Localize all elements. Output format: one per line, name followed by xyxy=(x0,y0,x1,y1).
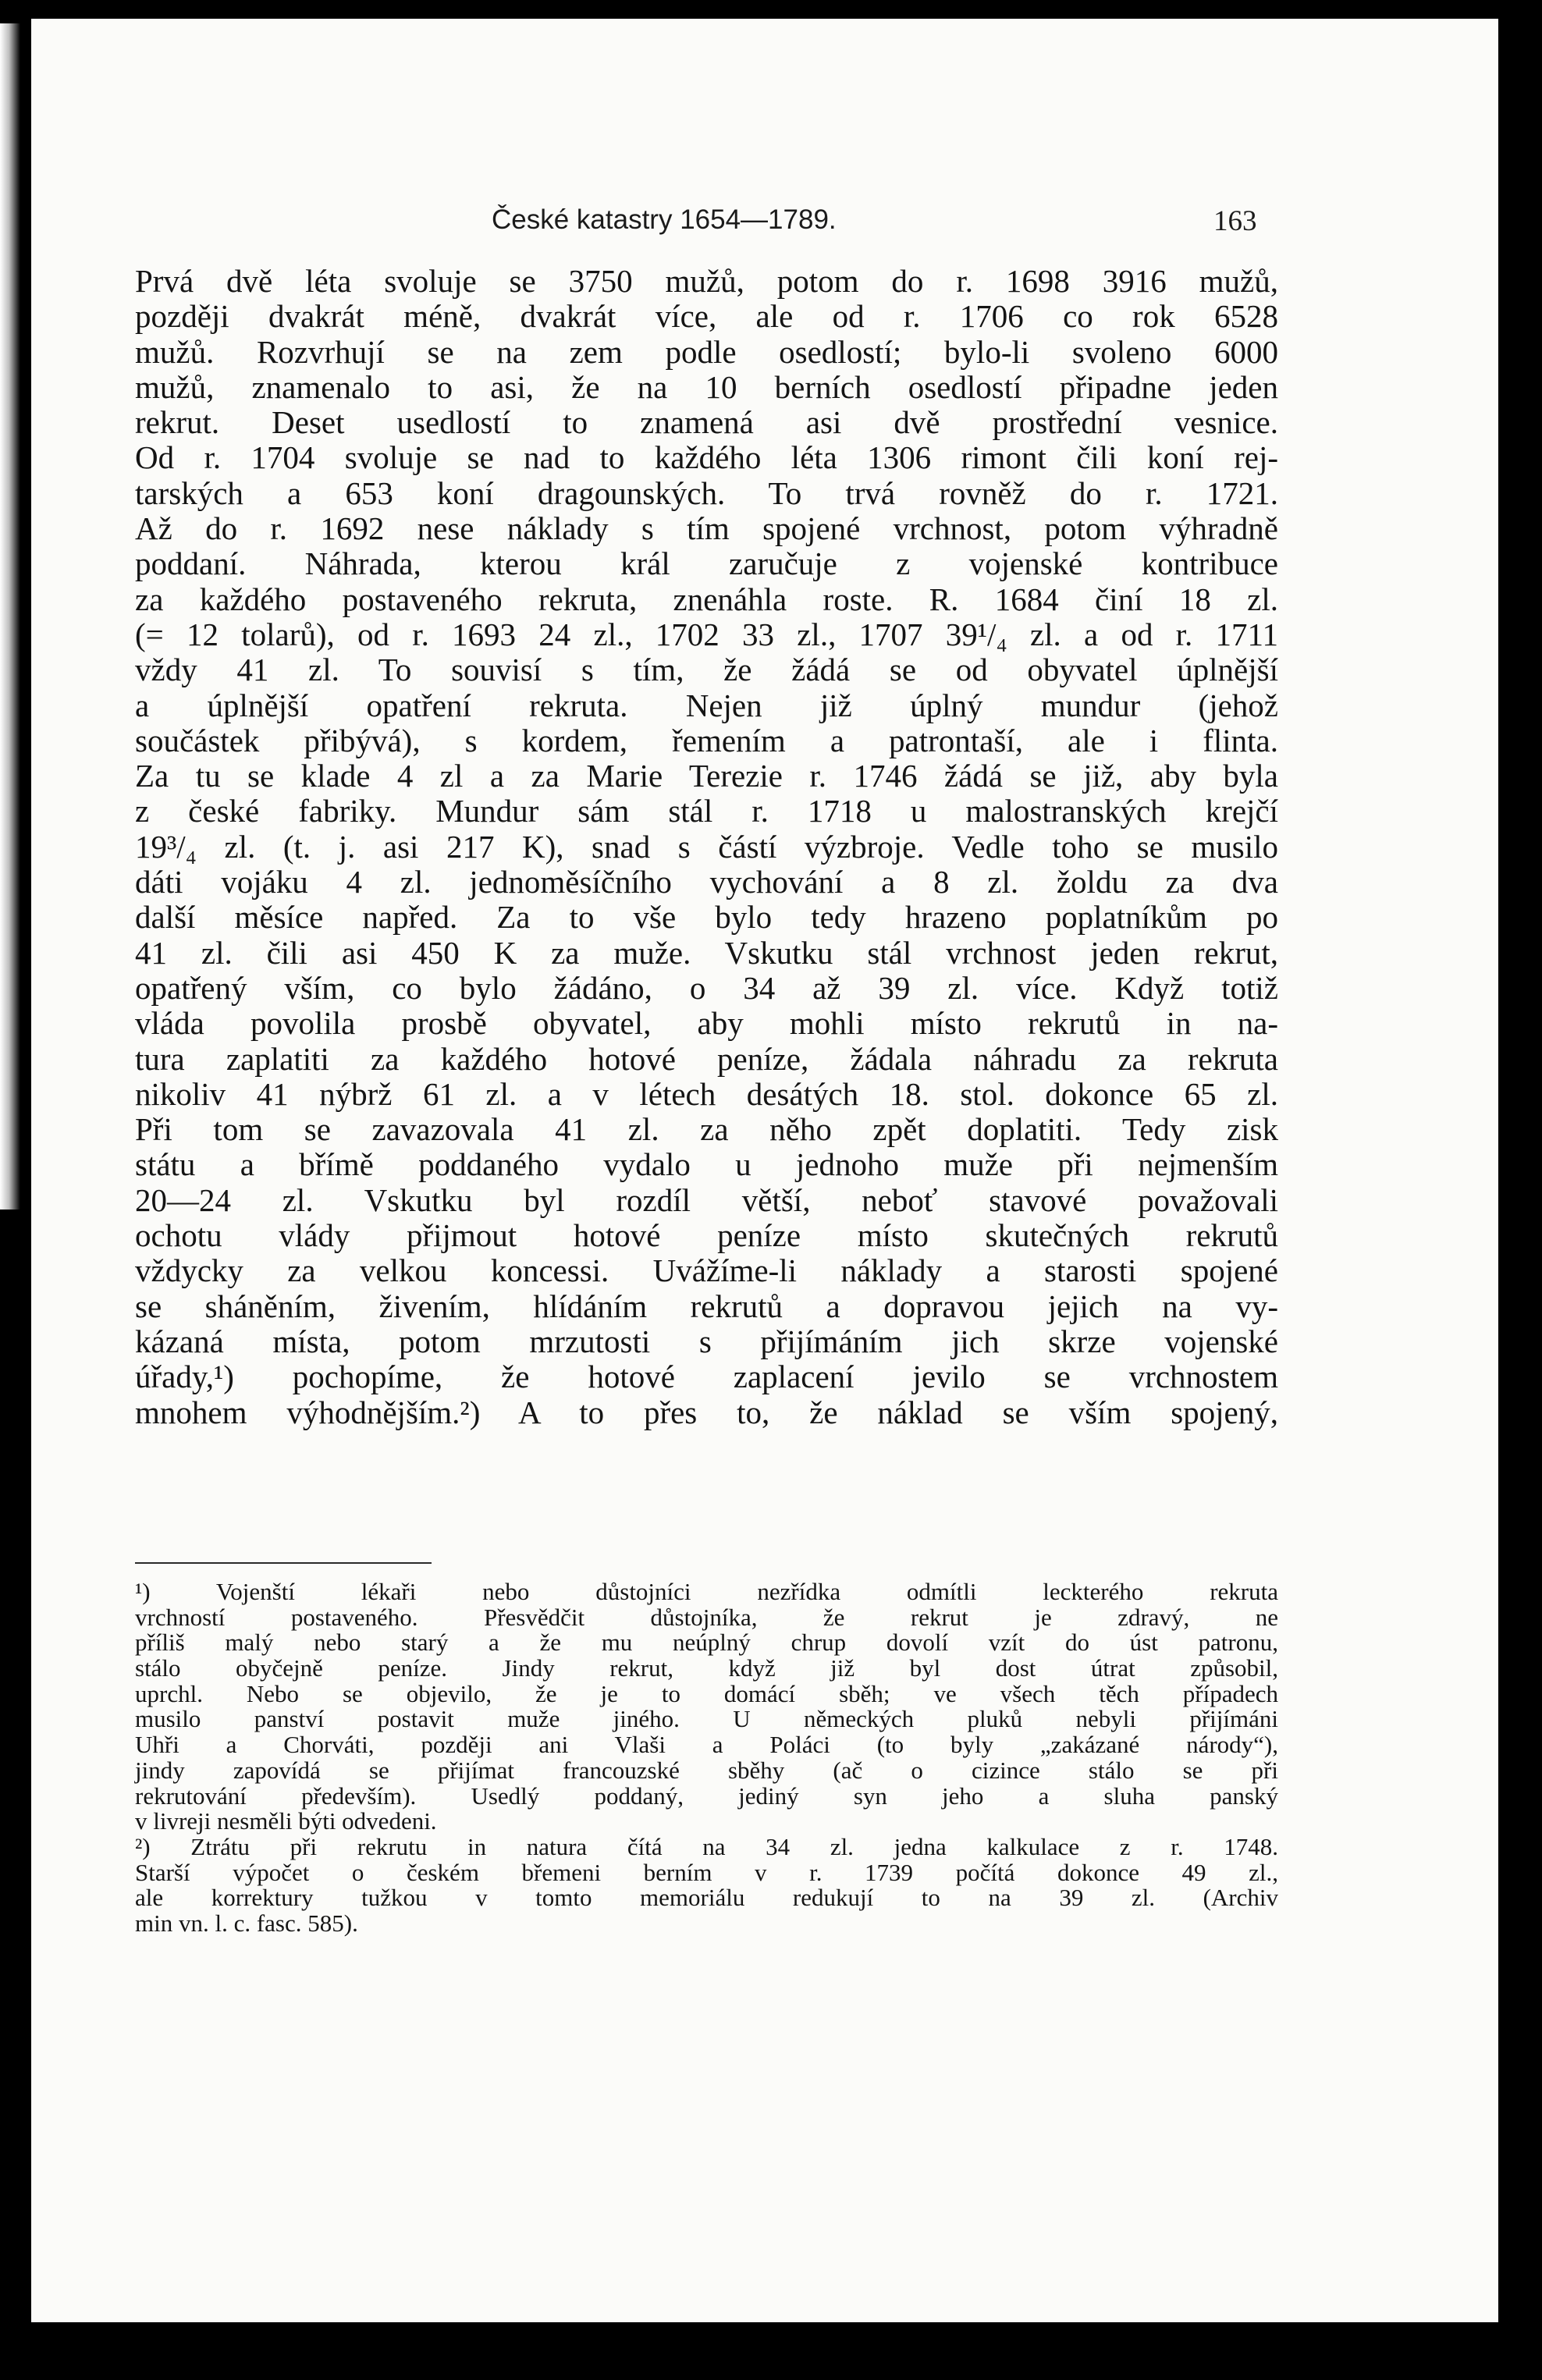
footnote-line: stálo obyčejně peníze. Jindy rekrut, když již byl dost útrat způsobil, xyxy=(135,1654,1278,1682)
text-line: mnohem výhodnějším.²) A to přes to, že náklad se vším spojený, xyxy=(135,1394,1278,1430)
text-line: úřady,¹) pochopíme, že hotové zaplacení jevilo se vrchnostem xyxy=(135,1359,1278,1395)
text-line: a úplnější opatření rekruta. Nejen již úplný mundur (jehož xyxy=(135,687,1278,723)
text-line: (= 12 tolarů), od r. 1693 24 zl., 1702 33 zl., 1707 39¹/₄ zl. a od r. 1711 xyxy=(135,616,1278,652)
footnote-line: vrchností postaveného. Přesvědčit důstojníka, že rekrut je zdravý, ne xyxy=(135,1603,1278,1631)
text-line: dáti vojáku 4 zl. jednoměsíčního vychování a 8 zl. žoldu za dva xyxy=(135,864,1278,900)
text-line: nikoliv 41 nýbrž 61 zl. a v létech desátých 18. stol. dokonce 65 zl. xyxy=(135,1075,1278,1112)
text-line: státu a břímě poddaného vydalo u jednoho muže při nejmenším xyxy=(135,1146,1278,1183)
footnotes xyxy=(135,1579,1278,1937)
text-line: součástek přibývá), s kordem, řemením a patrontaší, ale i flinta. xyxy=(135,722,1278,758)
footnote-line: min vn. l. c. fasc. 585). xyxy=(135,1909,358,1937)
text-line: 19³/₄ zl. (t. j. asi 217 K), snad s částí výzbroje. Vedle toho se musilo xyxy=(135,828,1278,865)
footnote-line: musilo panství postavit muže jiného. U německých pluků nebyli přijímáni xyxy=(135,1705,1278,1733)
text-line: z české fabriky. Mundur sám stál r. 1718 u malostranských krejčí xyxy=(135,793,1278,829)
text-line: poddaní. Náhrada, kterou král zaručuje z vojenské kontribuce xyxy=(135,545,1278,582)
text-line: další měsíce napřed. Za to vše bylo tedy hrazeno poplatníkům po xyxy=(135,899,1278,936)
footnote-line: ¹) Vojenští lékaři nebo důstojníci nezřídka odmítli leckterého rekruta xyxy=(135,1578,1278,1605)
text-line: Prvá dvě léta svoluje se 3750 mužů, potom do r. 1698 3916 mužů, xyxy=(135,263,1278,299)
footnote-divider xyxy=(135,1562,432,1564)
text-line: ochotu vlády přijmout hotové peníze místo skutečných rekrutů xyxy=(135,1217,1278,1254)
text-line: rekrut. Deset usedlostí to znamená asi dvě prostřední vesnice. xyxy=(135,404,1278,441)
text-line: vždycky za velkou koncessi. Uvážíme-li náklady a starosti spojené xyxy=(135,1252,1278,1289)
text-line: Až do r. 1692 nese náklady s tím spojené vrchnost, potom výhradně xyxy=(135,510,1278,547)
text-line: Od r. 1704 svoluje se nad to každého léta 1306 rimont čili koní rej- xyxy=(135,439,1278,476)
footnote-line: uprchl. Nebo se objevilo, že je to domácí sběh; ve všech těch případech xyxy=(135,1679,1278,1707)
text-line: mužů, znamenalo to asi, že na 10 berních osedlostí připadne jeden xyxy=(135,368,1278,405)
text-line: mužů. Rozvrhují se na zem podle osedlostí; bylo-li svoleno 6000 xyxy=(135,333,1278,370)
text-line: později dvakrát méně, dvakrát více, ale od r. 1706 co rok 6528 xyxy=(135,298,1278,335)
footnote-line: rekrutování především). Usedlý poddaný, jediný syn jeho a sluha panský xyxy=(135,1781,1278,1810)
text-line: za každého postaveného rekruta, znenáhla roste. R. 1684 činí 18 zl. xyxy=(135,581,1278,617)
text-line: 20—24 zl. Vskutku byl rozdíl větší, neboť stavové považovali xyxy=(135,1181,1278,1218)
text-line: opatřený vším, co bylo žádáno, o 34 až 39 zl. více. Když totiž xyxy=(135,969,1278,1006)
text-line: tarských a 653 koní dragounských. To trvá rovněž do r. 1721. xyxy=(135,474,1278,511)
footnote-2 xyxy=(135,1832,1278,1937)
footnote-1 xyxy=(135,1579,1278,1835)
footnote-line: ale korrektury tužkou v tomto memoriálu redukují to na 39 zl. (Archiv xyxy=(135,1884,1278,1912)
running-title: České katastry 1654—1789. xyxy=(492,204,837,235)
main-text xyxy=(135,264,1278,1430)
text-line: 41 zl. čili asi 450 K za muže. Vskutku stál vrchnost jeden rekrut, xyxy=(135,934,1278,971)
text-line: tura zaplatiti za každého hotové peníze, žádala náhradu za rekruta xyxy=(135,1040,1278,1077)
text-line: kázaná místa, potom mrzutosti s přijímáním jich skrze vojenské xyxy=(135,1323,1278,1359)
footnote-line: ²) Ztrátu při rekrutu in natura čítá na 34 zl. jedna kalkulace z r. 1748. xyxy=(135,1832,1278,1860)
scan-left-edge xyxy=(0,23,20,1210)
footnote-line: Uhři a Chorváti, později ani Vlaši a Poláci (to byly „zakázané národy“), xyxy=(135,1731,1278,1759)
text-line: Při tom se zavazovala 41 zl. za něho zpět doplatiti. Tedy zisk xyxy=(135,1111,1278,1148)
text-line: se sháněním, živením, hlídáním rekrutů a dopravou jejich na vy- xyxy=(135,1288,1278,1324)
footnote-line: jindy zapovídá se přijímat francouzské sběhy (ač o cizince stálo se při xyxy=(135,1756,1278,1784)
text-line: Za tu se klade 4 zl a za Marie Terezie r. 1746 žádá se již, aby byla xyxy=(135,758,1278,794)
text-line: vláda povolila prosbě obyvatel, aby mohli místo rekrutů in na- xyxy=(135,1005,1278,1042)
footnote-line: Starší výpočet o českém břemeni berním v r. 1739 počítá dokonce 49 zl., xyxy=(135,1858,1278,1886)
footnote-line: v livreji nesměli býti odvedeni. xyxy=(135,1807,437,1835)
footnote-line: příliš malý nebo starý a že mu neúplný chrup dovolí vzít do úst patronu, xyxy=(135,1629,1278,1657)
text-line: vždy 41 zl. To souvisí s tím, že žádá se od obyvatel úplnější xyxy=(135,652,1278,688)
page-number: 163 xyxy=(1213,205,1257,237)
